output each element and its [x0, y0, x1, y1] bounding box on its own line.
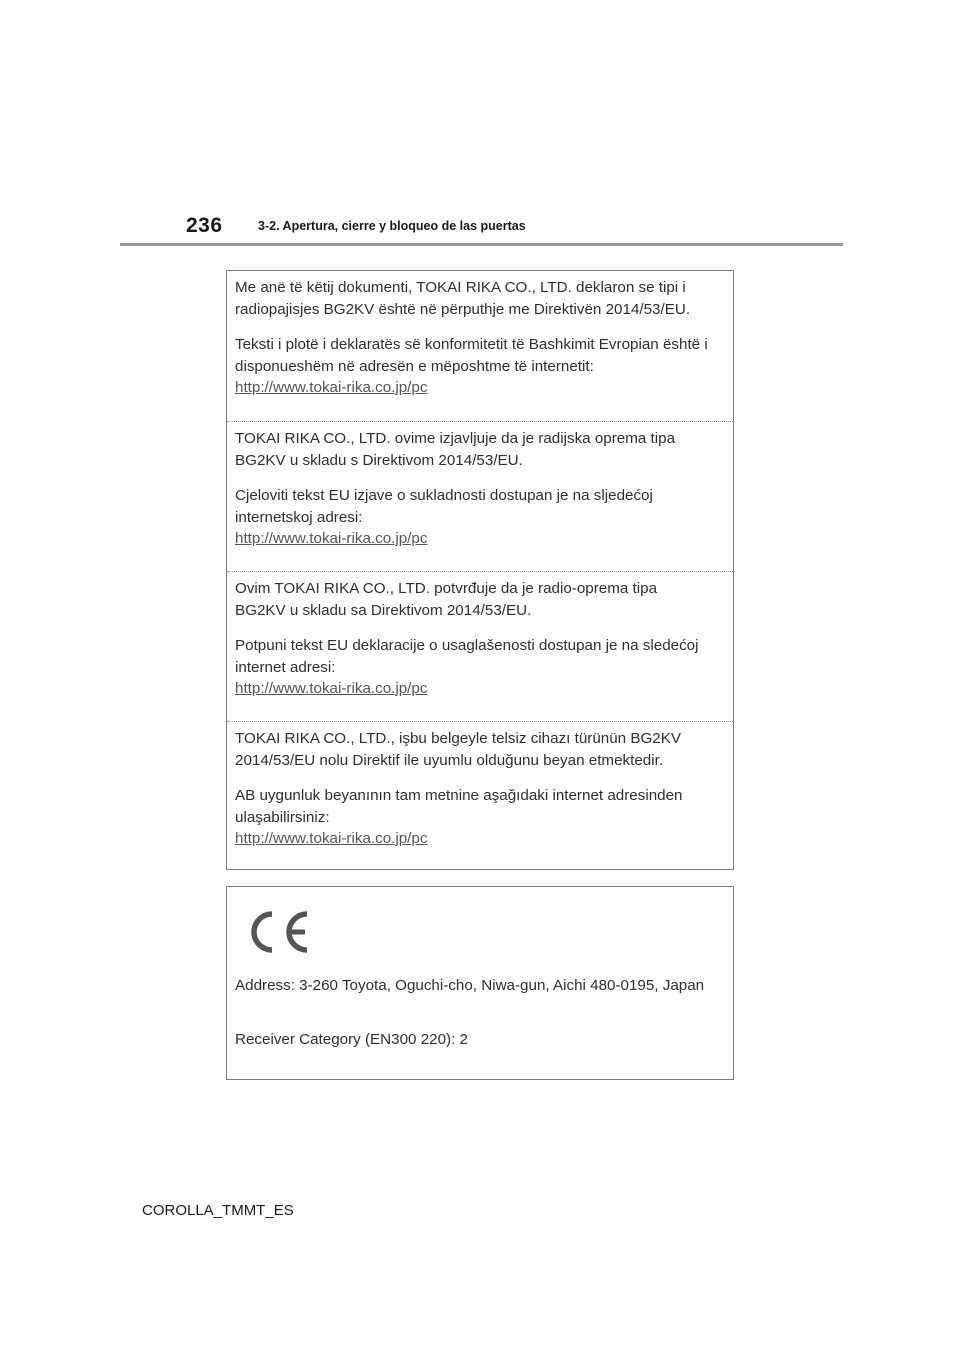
declaration-line: Me anë të këtij dokumenti, TOKAI RIKA CO., LTD. deklaron se tipi i [235, 279, 686, 296]
declaration-line: Ovim TOKAI RIKA CO., LTD. potvrđuje da je radio-oprema tipa [235, 580, 658, 597]
declaration-line: internet adresi: [235, 658, 336, 676]
declaration-line: internetskoj adresi: [235, 508, 363, 526]
declaration-line: TOKAI RIKA CO., LTD., işbu belgeyle telsiz cihazı türünün BG2KV [235, 730, 681, 747]
declaration-url-link[interactable]: http://www.tokai-rika.co.jp/pc [235, 379, 428, 396]
declaration-line: TOKAI RIKA CO., LTD. ovime izjavljuje da je radijska oprema tipa [235, 430, 676, 447]
declaration-croatian [227, 421, 733, 571]
declaration-url-link[interactable]: http://www.tokai-rika.co.jp/pc [235, 830, 428, 847]
header-divider [120, 243, 843, 246]
declaration-line: BG2KV u skladu sa Direktivom 2014/53/EU. [235, 601, 532, 619]
declaration-line: 2014/53/EU nolu Direktif ile uyumlu olduğunu beyan etmektedir. [235, 751, 664, 769]
ce-info-box [226, 886, 734, 1080]
declarations-box [226, 270, 734, 870]
document-code: COROLLA_TMMT_ES [142, 1202, 294, 1219]
receiver-category: Receiver Category (EN300 220): 2 [235, 1031, 468, 1048]
page-number: 236 [186, 214, 223, 237]
declaration-line: Teksti i plotë i deklaratës së konformitetit të Bashkimit Evropian është i [235, 336, 708, 353]
declaration-line: Cjeloviti tekst EU izjave o sukladnosti dostupan je na sljedećoj [235, 487, 653, 504]
declaration-url-link[interactable]: http://www.tokai-rika.co.jp/pc [235, 530, 428, 547]
declaration-line: disponueshëm në adresën e mëposhtme të internetit: [235, 357, 594, 375]
declaration-url-link[interactable]: http://www.tokai-rika.co.jp/pc [235, 680, 428, 697]
ce-mark-icon [245, 909, 311, 960]
declaration-serbian [227, 571, 733, 721]
declaration-line: BG2KV u skladu s Direktivom 2014/53/EU. [235, 451, 523, 469]
declaration-line: ulaşabilirsiniz: [235, 808, 330, 826]
declaration-line: Potpuni tekst EU deklaracije o usaglašenosti dostupan je na sledećoj [235, 637, 699, 654]
declaration-turkish [227, 721, 733, 871]
manufacturer-address: Address: 3-260 Toyota, Oguchi-cho, Niwa-gun, Aichi 480-0195, Japan [235, 977, 705, 994]
section-title: 3-2. Apertura, cierre y bloqueo de las puertas [258, 219, 526, 233]
declaration-albanian [227, 271, 733, 421]
declaration-line: AB uygunluk beyanının tam metnine aşağıdaki internet adresinden [235, 787, 683, 804]
declaration-line: radiopajisjes BG2KV është në përputhje me Direktivën 2014/53/EU. [235, 300, 691, 318]
